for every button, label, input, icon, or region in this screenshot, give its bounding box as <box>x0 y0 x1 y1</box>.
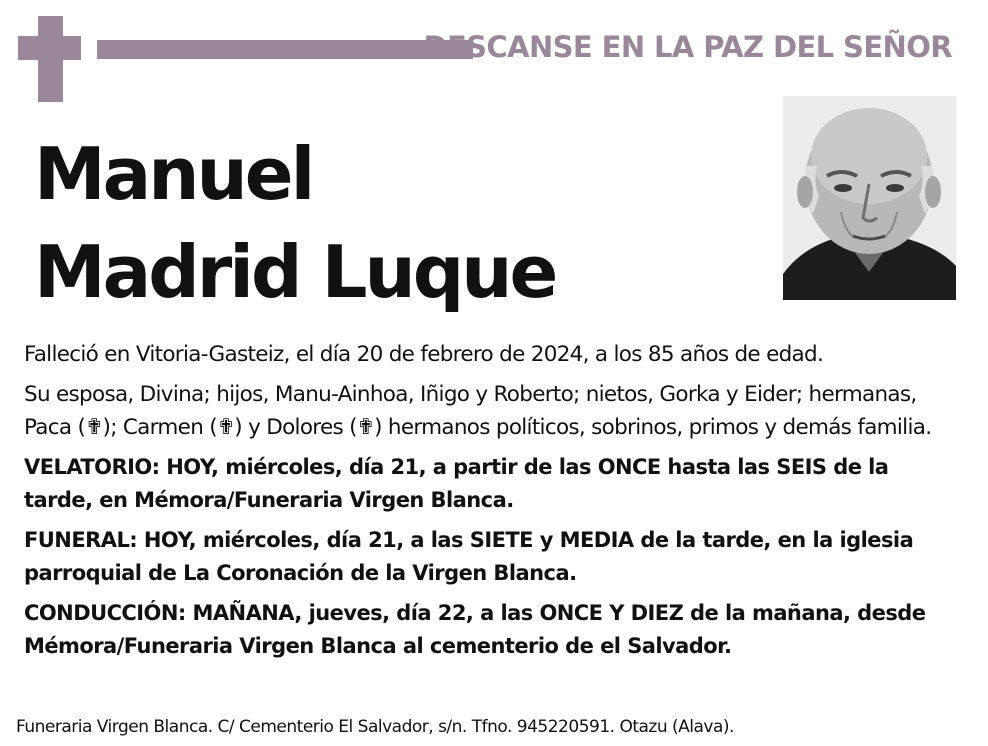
deceased-last-name: Madrid Luque <box>34 230 556 314</box>
portrait-photo <box>783 96 956 300</box>
header-title: DESCANSE EN LA PAZ DEL SEÑOR <box>423 30 952 64</box>
notice-body <box>24 338 959 670</box>
deceased-first-name: Manuel <box>34 132 313 216</box>
family-members: Su esposa, Divina; hijos, Manu-Ainhoa, Iñigo y Roberto; nietos, Gorka y Eider; hermanas, Paca (✟); Carmen (✟) y Dolores (✟) hermanos políticos, sobrinos, primos y demás familia. <box>24 381 932 440</box>
header-divider-bar <box>97 40 473 59</box>
death-announcement: Falleció en Vitoria-Gasteiz, el día 20 de febrero de 2024, a los 85 años de edad. <box>24 342 824 367</box>
velatorio-details: VELATORIO: HOY, miércoles, día 21, a partir de las ONCE hasta las SEIS de la tarde, en Mémora/Funeraria Virgen Blanca. <box>24 454 889 512</box>
cross-horizontal-bar <box>18 36 81 60</box>
conduccion-details: CONDUCCIÓN: MAÑANA, jueves, día 22, a las ONCE Y DIEZ de la mañana, desde Mémora/Funeraria Virgen Blanca al cementerio de el Salvador. <box>24 600 926 658</box>
portrait-illustration <box>783 96 956 300</box>
funeral-home-footer: Funeraria Virgen Blanca. C/ Cementerio El Salvador, s/n. Tfno. 945220591. Otazu (Alava). <box>16 717 734 737</box>
funeral-details: FUNERAL: HOY, miércoles, día 21, a las SIETE y MEDIA de la tarde, en la iglesia parroquial de La Coronación de la Virgen Blanca. <box>24 527 914 585</box>
